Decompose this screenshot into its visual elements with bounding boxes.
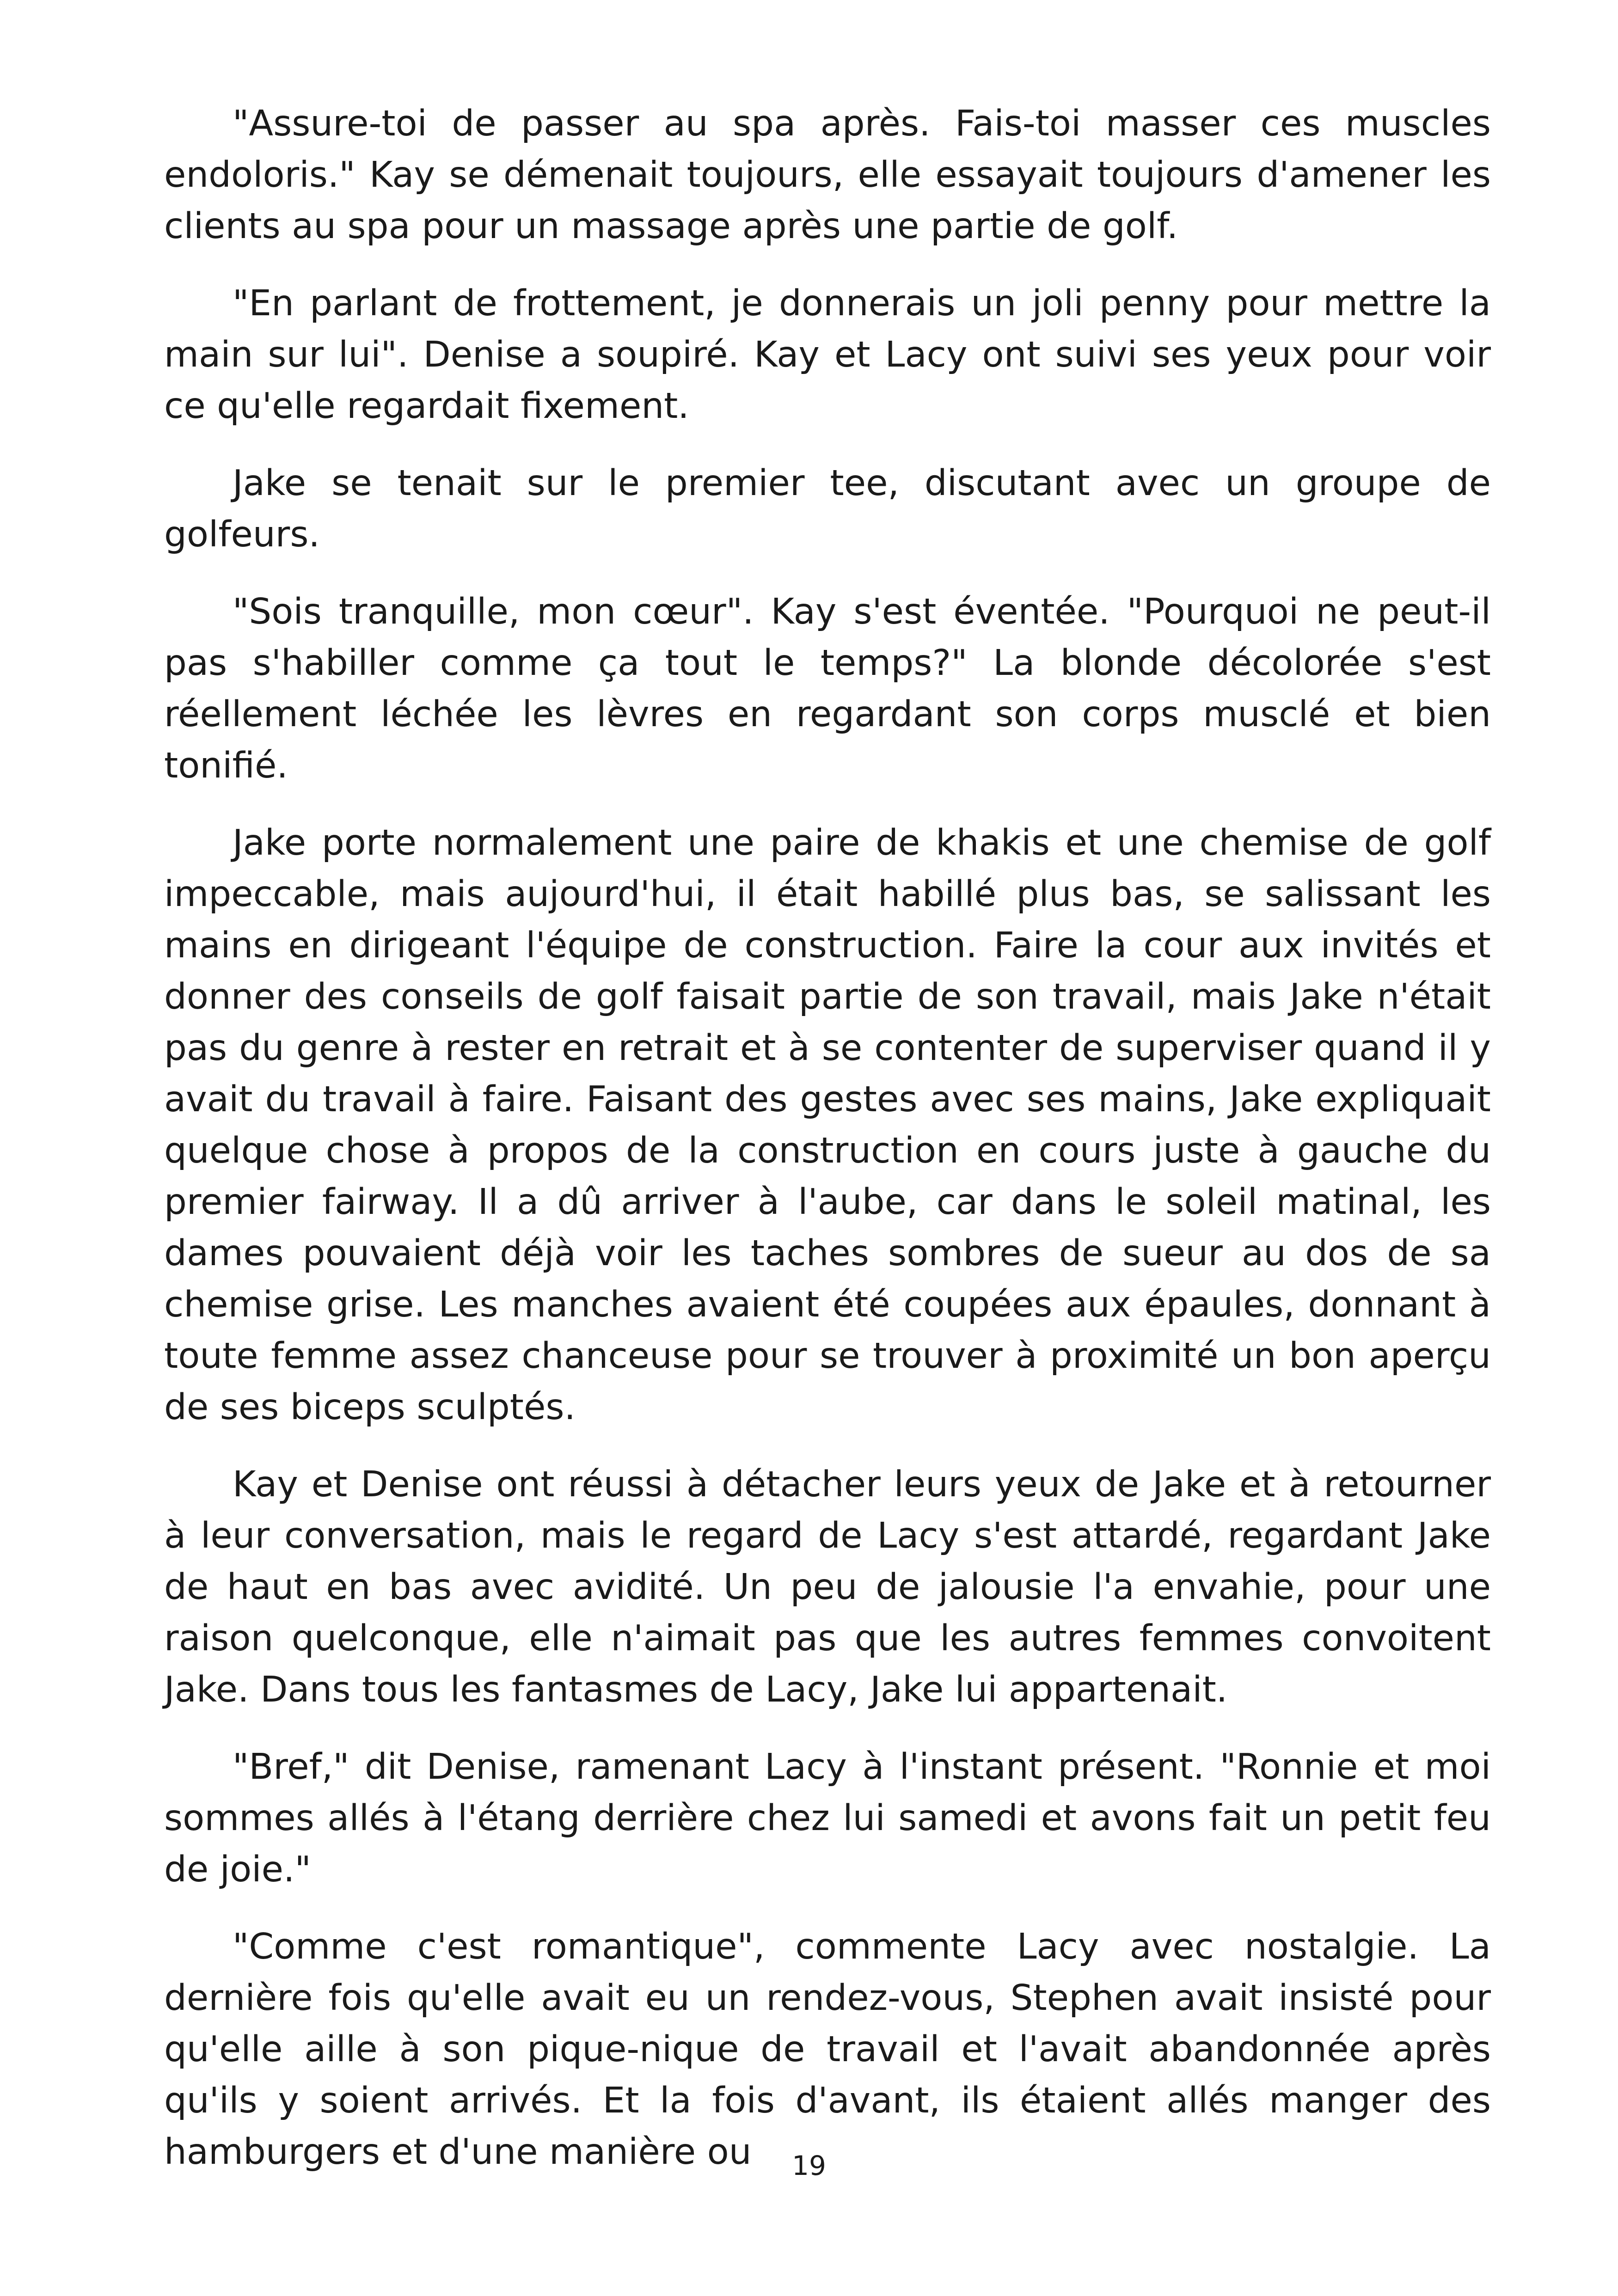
paragraph-1: "Assure-toi de passer au spa après. Fais-toi masser ces muscles endoloris." Kay se démenait toujours, elle essayait toujours d'amener les clients au spa pour un massage après une partie de golf. <box>164 103 1491 247</box>
paragraph-5: Jake porte normalement une paire de khakis et une chemise de golf impeccable, mais aujourd'hui, il était habillé plus bas, se salissant les mains en dirigeant l'équipe de construction. Faire la cour aux invités et donner des conseils de golf faisait partie de son travail, mais Jake n'était pas du genre à rester en retrait et à se contenter de superviser quand il y avait du travail à faire. Faisant des gestes avec ses mains, Jake expliquait quelque chose à propos de la construction en cours juste à gauche du premier fairway. Il a dû arriver à l'aube, car dans le soleil matinal, les dames pouvaient déjà voir les taches sombres de sueur au dos de sa chemise grise. Les manches avaient été coupées aux épaules, donnant à toute femme assez chanceuse pour se trouver à proximité un bon aperçu de ses biceps sculptés. <box>164 822 1491 1428</box>
paragraph-2: "En parlant de frottement, je donnerais un joli penny pour mettre la main sur lui". Denise a soupiré. Kay et Lacy ont suivi ses yeux pour voir ce qu'elle regardait fixement. <box>164 283 1491 427</box>
page-number: 19 <box>792 2150 826 2181</box>
paragraph-3: Jake se tenait sur le premier tee, discutant avec un groupe de golfeurs. <box>164 463 1491 555</box>
paragraph-4: "Sois tranquille, mon cœur". Kay s'est éventée. "Pourquoi ne peut-il pas s'habiller comme ça tout le temps?" La blonde décolorée s'est réellement léchée les lèvres en regardant son corps musclé et bien tonifié. <box>164 591 1491 786</box>
body-text <box>164 98 1491 2204</box>
paragraph-6: Kay et Denise ont réussi à détacher leurs yeux de Jake et à retourner à leur conversation, mais le regard de Lacy s'est attardé, regardant Jake de haut en bas avec avidité. Un peu de jalousie l'a envahie, pour une raison quelconque, elle n'aimait pas que les autres femmes convoitent Jake. Dans tous les fantasmes de Lacy, Jake lui appartenait. <box>164 1464 1491 1710</box>
paragraph-7: "Bref," dit Denise, ramenant Lacy à l'instant présent. "Ronnie et moi sommes allés à l'étang derrière chez lui samedi et avons fait un petit feu de joie." <box>164 1746 1491 1890</box>
paragraph-8: "Comme c'est romantique", commente Lacy avec nostalgie. La dernière fois qu'elle avait eu un rendez-vous, Stephen avait insisté pour qu'elle aille à son pique-nique de travail et l'avait abandonnée après qu'ils y soient arrivés. Et la fois d'avant, ils étaient allés manger des hamburgers et d'une manière ou <box>164 1926 1491 2173</box>
